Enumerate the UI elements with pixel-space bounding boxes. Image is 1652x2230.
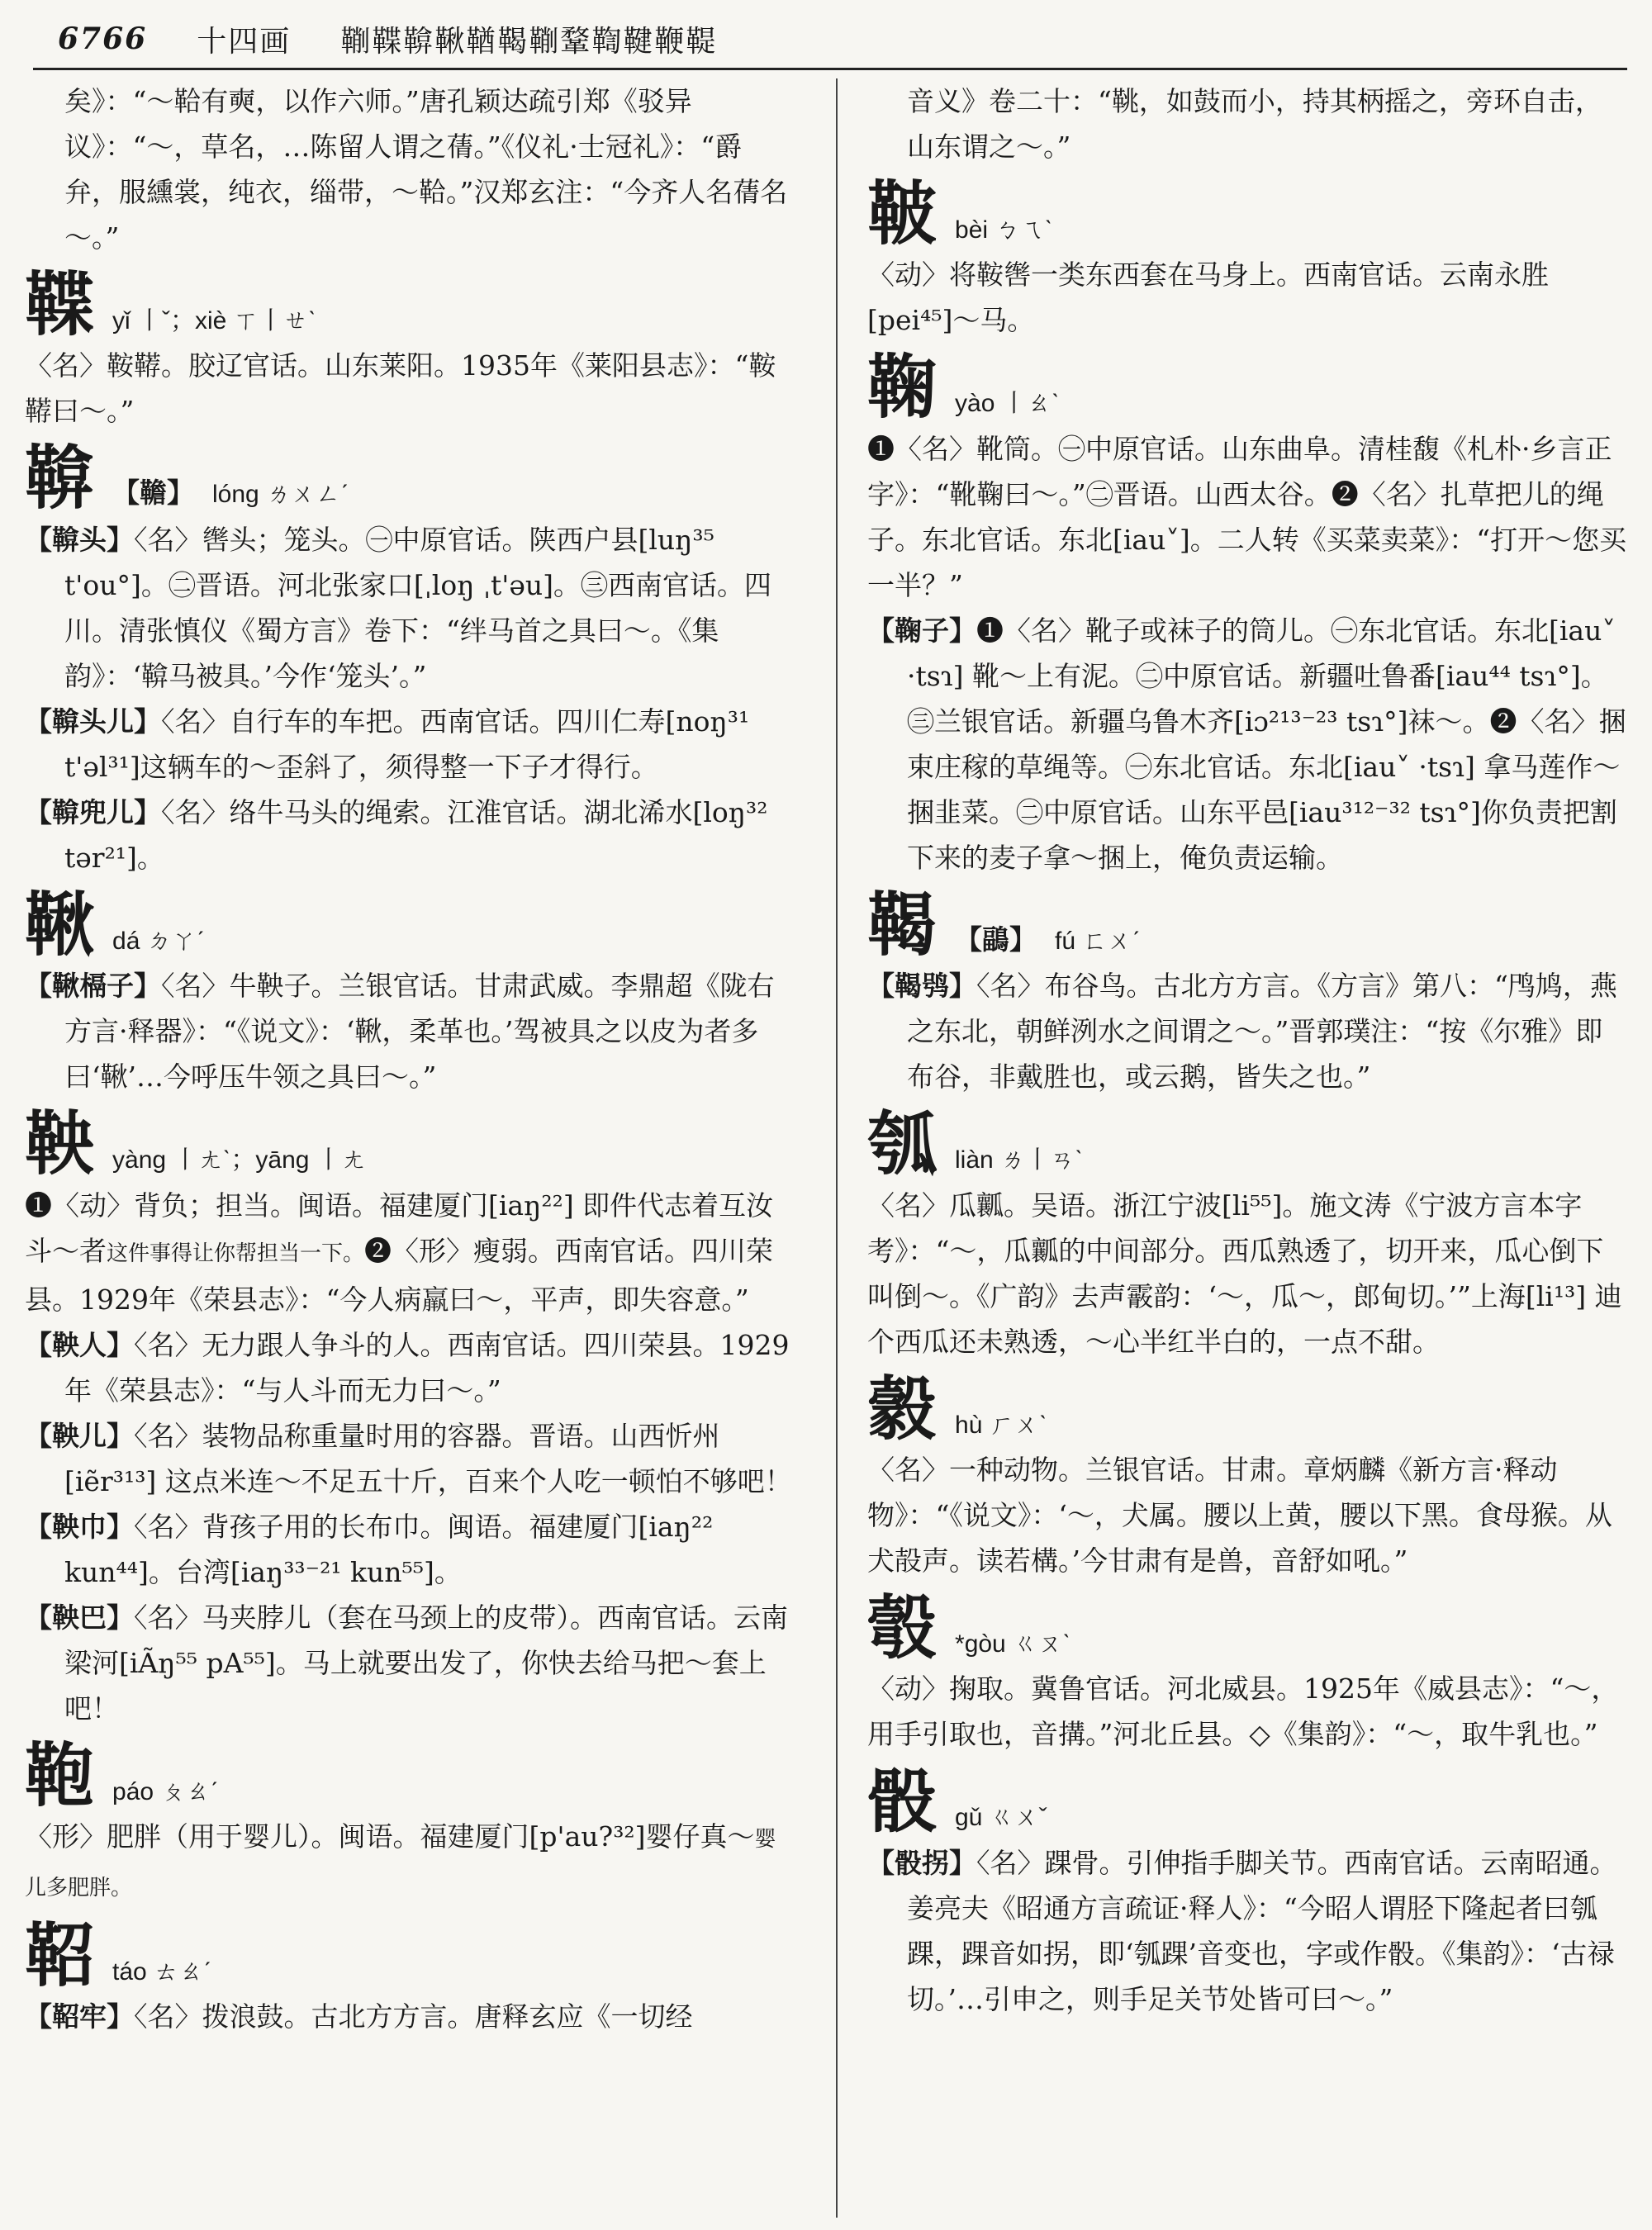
headword: 鞠 xyxy=(867,346,938,429)
subentry-head: 【鞥头儿】 xyxy=(25,705,161,738)
pronunciation: gǔ ㄍㄨˇ xyxy=(955,1804,1047,1832)
subentry xyxy=(25,1504,793,1595)
definition-text: ❶〈动〉背负；担当。闽语。福建厦门[iaŋ²²] 即件代志着互汝斗～者 xyxy=(25,1189,774,1267)
left-column xyxy=(25,78,793,2218)
subentry-head: 【鞅巾】 xyxy=(25,1510,134,1543)
right-column xyxy=(867,78,1627,2218)
headword: 鞀 xyxy=(25,1914,95,1996)
definition: 〈名〉一种动物。兰银官话。甘肃。章炳麟《新方言·释动物》：“《说文》：‘～，犬属。腰以上黄，腰以下黑。食母猴。从犬㱿声。读若構。’今甘肃有是兽，音舒如吼。” xyxy=(867,1453,1612,1577)
headword: 骰 xyxy=(867,1760,938,1843)
gloss-note: 这件事得让你帮担当一下。 xyxy=(107,1241,365,1266)
entry xyxy=(867,1103,1627,1364)
pronunciation: *gòu ㄍㄡˋ xyxy=(955,1630,1071,1658)
definition: 〈动〉掬取。冀鲁官话。河北威县。1925年《威县志》：“～，用手引取也，音搆。”河北丘县。◇《集韵》：“～，取牛乳也。” xyxy=(867,1672,1619,1751)
variant-form: 【韂】 xyxy=(112,477,195,510)
headword: 鞄 xyxy=(25,1734,95,1816)
subentry-def: 〈名〉装物品称重量时用的容器。晋语。山西忻州[iẽr³¹³] 这点米连～不足五十斤，百来个人吃一顿怕不够吧！ xyxy=(64,1419,792,1497)
headword: 彀 xyxy=(867,1586,938,1668)
subentry xyxy=(25,1322,793,1413)
definition: ❶〈名〉靴筒。㊀中原官话。山东曲阜。清桂馥《札朴·乡言正字》：“靴鞠曰～。”㊁晋语。山西太谷。❷〈名〉扎草把儿的绳子。东北官话。东北[iau˅]。二人转《买菜卖菜》：“打开～您买一半？” xyxy=(867,432,1627,601)
definition-text: ❷〈形〉瘦弱。西南官话。四川荣县。1929年《荣县志》：“今人病羸曰～，平声，即失容意。” xyxy=(25,1234,774,1316)
subentry-def: 〈名〉牛鞅子。兰银官话。甘肃武威。李鼎超《陇右方言·释器》：“《说文》：‘鞦，柔革也。’驾被具之以皮为者多曰‘鞦’…今呼压牛领之具曰～。” xyxy=(64,970,775,1094)
subentry xyxy=(25,699,793,790)
column-divider xyxy=(836,78,838,2218)
subentry xyxy=(25,1595,793,1731)
definition xyxy=(25,1183,793,1322)
pronunciation: fú ㄈㄨˊ xyxy=(1055,927,1141,955)
headword: 瓠 xyxy=(867,1103,938,1185)
pronunciation: yǐ 丨ˇ；xiè ㄒ丨ㄝˋ xyxy=(112,307,316,334)
continued-text: 矣》：“～鞈有奭，以作六师。”唐孔颖达疏引郑《驳异议》：“～，草名，…陈留人谓之蒨。”《仪礼·士冠礼》：“爵弁，服纁裳，纯衣，缁带，～鞈。”汉郑玄注：“今齐人名蒨名～。” xyxy=(64,85,788,254)
subentry xyxy=(867,963,1627,1099)
subentry-def: 〈名〉背孩子用的长布巾。闽语。福建厦门[iaŋ²² kun⁴⁴]。台湾[iaŋ³³⁻²¹ kun⁵⁵]。 xyxy=(64,1510,714,1588)
subentry-def: 〈名〉无力跟人争斗的人。西南官话。四川荣县。1929年《荣县志》：“与人斗而无力曰～。” xyxy=(64,1328,790,1407)
subentry xyxy=(25,517,793,699)
definition: 〈名〉鞍鞯。胶辽官话。山东莱阳。1935年《莱阳县志》：“鞍鞯曰～。” xyxy=(25,349,776,428)
entry xyxy=(867,1586,1627,1757)
subentry-def: 〈名〉布谷鸟。古北方方言。《方言》第八：“鸤鸠，燕之东北，朝鲜洌水之间谓之～。”晋郭璞注：“按《尔雅》即布谷，非戴胜也，或云鹅，皆失之也。” xyxy=(907,970,1617,1094)
entry xyxy=(867,1367,1627,1583)
entry xyxy=(25,1103,793,1730)
subentry-head: 【鞥头】 xyxy=(25,523,134,556)
entry xyxy=(25,263,793,434)
subentry-head: 【鞨鸮】 xyxy=(867,970,976,1003)
stroke-section: 十四画 xyxy=(197,24,292,59)
pronunciation: hù ㄏㄨˋ xyxy=(955,1411,1047,1439)
subentry-def: 〈名〉络牛马头的绳索。江淮官话。湖北浠水[loŋ³² tər²¹]。 xyxy=(64,795,768,874)
headword: 鞥 xyxy=(25,437,95,520)
subentry-def: ❶〈名〉靴子或袜子的筒儿。㊀东北官话。东北[iau˅ ·tsɿ] 靴～上有泥。㊁中原官话。新疆吐鲁番[iau⁴⁴ tsɿ°]。㊂兰银官话。新疆乌鲁木齐[iɔ²¹³⁻²³ tsɿ°]袜～。❷〈名〉捆束庄稼的草绳等。㊀东北官话。东北[iau˅ ·tsɿ] 拿马莲作～捆韭菜。㊁中原官话。山东平邑[iau³¹²⁻³² tsɿ°]你负责把割下来的麦子拿～捆上，俺负责运输。 xyxy=(907,614,1626,874)
entry xyxy=(25,883,793,1099)
headword: 鞁 xyxy=(867,173,938,254)
subentry-def: 〈名〉拨浪鼓。古北方方言。唐释玄应《一切经 xyxy=(134,2000,693,2033)
entry xyxy=(25,1914,793,2039)
subentry-head: 【鞀牢】 xyxy=(25,2000,134,2033)
subentry-def: 〈名〉马夹脖儿（套在马颈上的皮带）。西南官话。云南梁河[iÃŋ⁵⁵ pA⁵⁵]。马上就要出发了，你快去给马把～套上吧！ xyxy=(64,1601,788,1725)
pronunciation: dá ㄉㄚˊ xyxy=(112,927,205,955)
subentry xyxy=(25,1413,793,1504)
entry xyxy=(867,1760,1627,2021)
entry xyxy=(867,173,1627,343)
headword: 鞦 xyxy=(25,883,95,966)
subentry xyxy=(867,1840,1627,2022)
entry xyxy=(25,437,793,880)
pronunciation: liàn ㄌ丨ㄢˋ xyxy=(955,1146,1084,1174)
headword: 鞢 xyxy=(25,263,95,345)
definition xyxy=(25,1814,793,1911)
variant-form: 【鶝】 xyxy=(955,923,1037,956)
headword: 鞨 xyxy=(867,883,938,966)
subentry-head: 【鞅人】 xyxy=(25,1328,134,1361)
pronunciation: yào 丨ㄠˋ xyxy=(955,390,1060,418)
definition: 〈名〉瓜瓤。吴语。浙江宁波[li⁵⁵]。施文涛《宁波方言本字考》：“～，瓜瓤的中间部分。西瓜熟透了，切开来，瓜心倒下叫倒～。《广韵》去声霰韵：‘～，瓜～，郎甸切。’”上海[li¹³] 迪个西瓜还未熟透，～心半红半白的，一点不甜。 xyxy=(867,1189,1622,1358)
pronunciation: lóng ㄌㄨㄥˊ xyxy=(212,481,349,509)
pronunciation: páo ㄆㄠˊ xyxy=(112,1777,219,1805)
subentry-head: 【鞅巴】 xyxy=(25,1601,134,1634)
gloss-note: 婴儿多肥胖。 xyxy=(25,1826,776,1900)
subentry-head: 【鞥兜儿】 xyxy=(25,795,161,828)
entry xyxy=(25,1734,793,1911)
subentry-head: 【鞅儿】 xyxy=(25,1419,134,1452)
definition-text: 〈形〉肥胖（用于婴儿）。闽语。福建厦门[p'au?³²]婴仔真～ xyxy=(25,1820,755,1853)
header-rule xyxy=(33,68,1627,70)
subentry-head: 【鞦槅子】 xyxy=(25,970,161,1003)
headword: 豰 xyxy=(867,1367,938,1450)
headword: 鞅 xyxy=(25,1103,95,1185)
entry xyxy=(867,883,1627,1099)
page-number: 6766 xyxy=(58,21,148,56)
pronunciation: bèi ㄅㄟˋ xyxy=(955,216,1053,244)
subentry xyxy=(25,1994,793,2039)
header-index-chars: 鞩鞢鞥鞦鞧鞨鞩鞪鞫鞬鞭鞮 xyxy=(340,24,718,59)
subentry xyxy=(25,963,793,1099)
subentry xyxy=(25,790,793,880)
subentry-head: 【鞠子】 xyxy=(867,614,976,647)
pronunciation: yàng 丨ㄤˋ；yāng 丨ㄤ xyxy=(112,1146,366,1174)
subentry-def: 〈名〉踝骨。引伸指手脚关节。西南官话。云南昭通。姜亮夫《昭通方言疏证·释人》：“今昭人谓胫下隆起者曰瓠踝，踝音如拐，即‘瓠踝’音变也，字或作骰。《集韵》：‘古禄切。’…引申之，则手足关节处皆可曰～。” xyxy=(907,1846,1617,2015)
subentry-def: 〈名〉辔头；笼头。㊀中原官话。陕西户县[luŋ³⁵ t'ou°]。㊁晋语。河北张家口[ˌloŋ ˌt'əu]。㊂西南官话。四川。清张慎仪《蜀方言》卷下：“绊马首之具曰～。《集韵》：‘鞥马被具。’今作‘笼头’。” xyxy=(64,523,772,692)
definition: 〈动〉将鞍辔一类东西套在马身上。西南官话。云南永胜[pei⁴⁵]～马。 xyxy=(867,259,1549,337)
page-header xyxy=(58,10,1611,68)
subentry xyxy=(867,608,1627,880)
subentry-head: 【骰拐】 xyxy=(867,1846,976,1879)
entry xyxy=(867,346,1627,880)
pronunciation: táo ㄊㄠˊ xyxy=(112,1957,212,1986)
continued-text: 音义》卷二十：“鞉，如鼓而小，持其柄摇之，旁环自击，山东谓之～。” xyxy=(907,85,1602,163)
subentry-def: 〈名〉自行车的车把。西南官话。四川仁寿[noŋ³¹ t'əl³¹]这辆车的～歪斜了，须得整一下子才得行。 xyxy=(64,705,750,783)
